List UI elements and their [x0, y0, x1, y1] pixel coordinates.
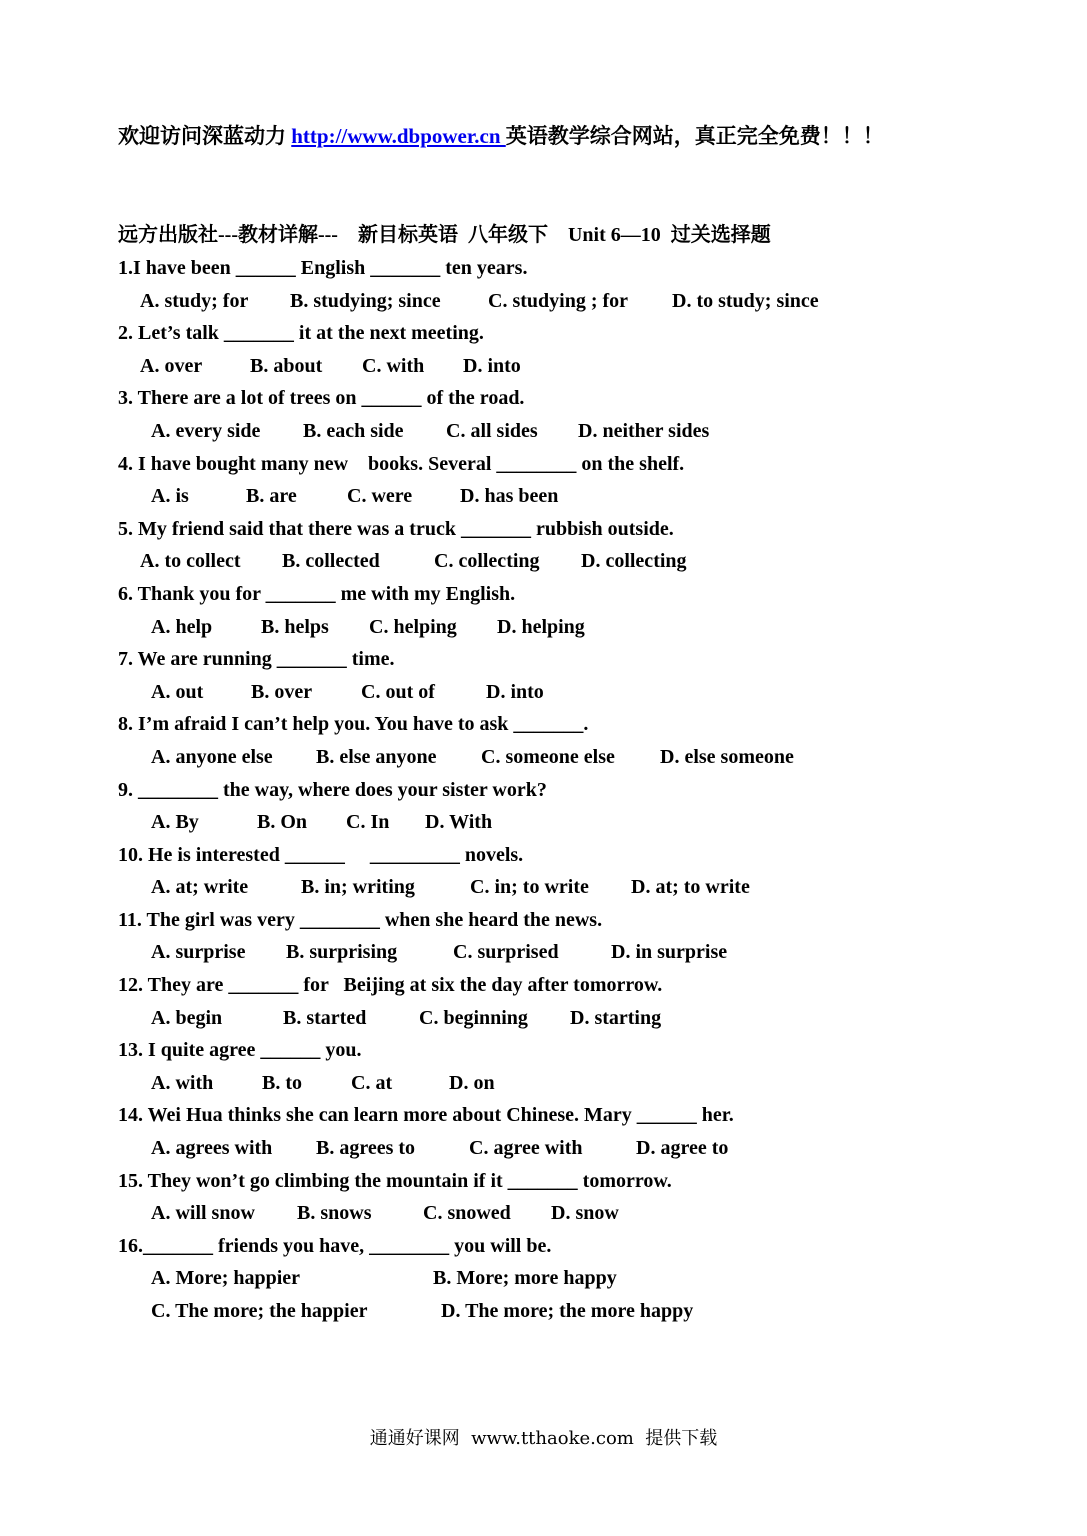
answer-option[interactable]: D. snow — [551, 1202, 619, 1225]
answer-option[interactable]: A. surprise — [151, 941, 246, 964]
question-stem: 2. Let’s talk _______ it at the next meeting. — [118, 322, 484, 345]
banner-prefix: 欢迎访问深蓝动力 — [118, 124, 292, 148]
answer-option[interactable]: A. at; write — [151, 876, 249, 899]
option-row — [118, 350, 1018, 383]
question-stem: 11. The girl was very ________ when she heard the news. — [118, 908, 603, 931]
answer-option[interactable]: B. to — [262, 1071, 302, 1094]
answer-option[interactable]: B. More; more happy — [433, 1267, 617, 1290]
answer-option[interactable]: B. started — [283, 1006, 367, 1029]
answer-option[interactable]: B. in; writing — [301, 876, 415, 899]
answer-option[interactable]: B. about — [250, 354, 323, 377]
answer-option[interactable]: B. snows — [297, 1202, 372, 1225]
option-row — [118, 741, 1018, 774]
option-row — [118, 1132, 1018, 1165]
answer-option[interactable]: C. agree with — [469, 1137, 583, 1160]
question-stem: 1.I have been ______ English _______ ten years. — [118, 257, 528, 279]
answer-option[interactable]: D. neither sides — [578, 419, 710, 442]
option-row — [118, 1262, 1018, 1295]
question-stem: 4. I have bought many new books. Several ________ on the shelf. — [118, 452, 685, 475]
answer-option[interactable]: D. into — [463, 354, 521, 377]
answer-option[interactable]: B. helps — [261, 615, 329, 638]
footer-credit: 通通好课网 www.tthaoke.com 提供下载 — [369, 1428, 718, 1449]
option-row — [118, 1295, 1018, 1328]
answer-option[interactable]: A. study; for — [140, 289, 249, 312]
answer-option[interactable]: D. else someone — [660, 745, 794, 768]
answer-option[interactable]: A. More; happier — [151, 1267, 301, 1290]
question-stem: 13. I quite agree ______ you. — [118, 1039, 362, 1062]
answer-option[interactable]: D. collecting — [581, 550, 687, 573]
answer-option[interactable]: C. collecting — [434, 550, 540, 573]
answer-option[interactable]: C. beginning — [419, 1006, 528, 1029]
option-row — [118, 936, 1018, 969]
site-banner — [118, 120, 884, 150]
option-row — [118, 415, 1018, 448]
answer-option[interactable]: C. In — [346, 811, 390, 834]
answer-option[interactable]: D. helping — [497, 615, 585, 638]
answer-option[interactable]: B. agrees to — [316, 1137, 416, 1160]
page-title: 远方出版社---教材详解--- 新目标英语 八年级下 Unit 6—10 过关选择题 — [118, 224, 771, 246]
answer-option[interactable]: A. with — [151, 1071, 214, 1094]
question-stem: 3. There are a lot of trees on ______ of the road. — [118, 387, 525, 410]
option-row — [118, 611, 1018, 644]
option-row — [118, 1067, 1018, 1100]
answer-option[interactable]: D. to study; since — [672, 289, 819, 312]
question-stem: 14. Wei Hua thinks she can learn more about Chinese. Mary ______ her. — [118, 1104, 734, 1127]
question-stem: 15. They won’t go climbing the mountain if it _______ tomorrow. — [118, 1169, 672, 1192]
answer-option[interactable]: C. The more; the happier — [151, 1300, 368, 1322]
answer-option[interactable]: A. help — [151, 615, 213, 638]
banner-suffix: 英语教学综合网站，真正完全免费！！！ — [505, 124, 884, 148]
option-row — [118, 545, 1018, 578]
question-stem: 7. We are running _______ time. — [118, 648, 395, 671]
answer-option[interactable]: B. studying; since — [290, 289, 441, 312]
answer-option[interactable]: C. out of — [361, 680, 435, 703]
answer-option[interactable]: D. on — [449, 1071, 495, 1094]
answer-option[interactable]: A. begin — [151, 1006, 223, 1029]
answer-option[interactable]: D. in surprise — [611, 941, 728, 964]
answer-option[interactable]: A. over — [140, 354, 203, 377]
question-stem: 9. ________ the way, where does your sister work? — [118, 778, 547, 801]
answer-option[interactable]: C. studying ; for — [488, 289, 629, 312]
answer-option[interactable]: C. someone else — [481, 745, 615, 768]
answer-option[interactable]: B. collected — [282, 550, 380, 573]
answer-option[interactable]: D. into — [486, 680, 544, 703]
option-row — [118, 1002, 1018, 1035]
answer-option[interactable]: A. out — [151, 680, 204, 703]
question-stem: 6. Thank you for _______ me with my English. — [118, 582, 516, 605]
option-row — [118, 676, 1018, 709]
answer-option[interactable]: C. were — [347, 485, 413, 508]
answer-option[interactable]: C. surprised — [453, 941, 559, 964]
answer-option[interactable]: C. snowed — [423, 1202, 511, 1225]
question-stem: 5. My friend said that there was a truck _______ rubbish outside. — [118, 517, 674, 540]
question-stem: 16._______ friends you have, ________ you will be. — [118, 1234, 552, 1257]
answer-option[interactable]: A. By — [151, 811, 199, 834]
answer-option[interactable]: B. surprising — [286, 941, 398, 964]
answer-option[interactable]: A. is — [151, 485, 189, 508]
answer-option[interactable]: C. with — [362, 354, 425, 377]
answer-option[interactable]: A. to collect — [140, 550, 241, 573]
question-stem: 10. He is interested ______ _________ novels. — [118, 843, 524, 866]
answer-option[interactable]: D. starting — [570, 1006, 662, 1029]
option-row — [118, 806, 1018, 839]
option-row — [118, 285, 1018, 318]
site-link[interactable]: http://www.dbpower.cn — [291, 124, 506, 148]
answer-option[interactable]: A. agrees with — [151, 1137, 273, 1160]
question-stem: 12. They are _______ for Beijing at six the day after tomorrow. — [118, 974, 663, 997]
option-row — [118, 480, 1018, 513]
answer-option[interactable]: B. else anyone — [316, 745, 437, 768]
answer-option[interactable]: C. in; to write — [470, 876, 589, 899]
answer-option[interactable]: D. agree to — [636, 1137, 729, 1160]
answer-option[interactable]: A. every side — [151, 419, 261, 442]
option-row — [118, 871, 1018, 904]
answer-option[interactable]: D. has been — [460, 485, 559, 508]
question-stem: 8. I’m afraid I can’t help you. You have to ask _______. — [118, 713, 589, 736]
answer-option[interactable]: C. all sides — [446, 419, 538, 442]
answer-option[interactable]: D. at; to write — [631, 876, 750, 899]
question-list — [118, 252, 1018, 1328]
answer-option[interactable]: B. over — [251, 680, 313, 703]
answer-option[interactable]: B. are — [246, 485, 297, 508]
answer-option[interactable]: C. helping — [369, 615, 457, 638]
answer-option[interactable]: B. On — [257, 811, 308, 834]
answer-option[interactable]: A. will snow — [151, 1202, 255, 1225]
answer-option[interactable]: C. at — [351, 1071, 393, 1094]
answer-option[interactable]: D. With — [425, 811, 493, 834]
option-row — [118, 1197, 1018, 1230]
answer-option[interactable]: D. The more; the more happy — [441, 1300, 694, 1322]
answer-option[interactable]: B. each side — [303, 419, 404, 442]
answer-option[interactable]: A. anyone else — [151, 745, 273, 768]
